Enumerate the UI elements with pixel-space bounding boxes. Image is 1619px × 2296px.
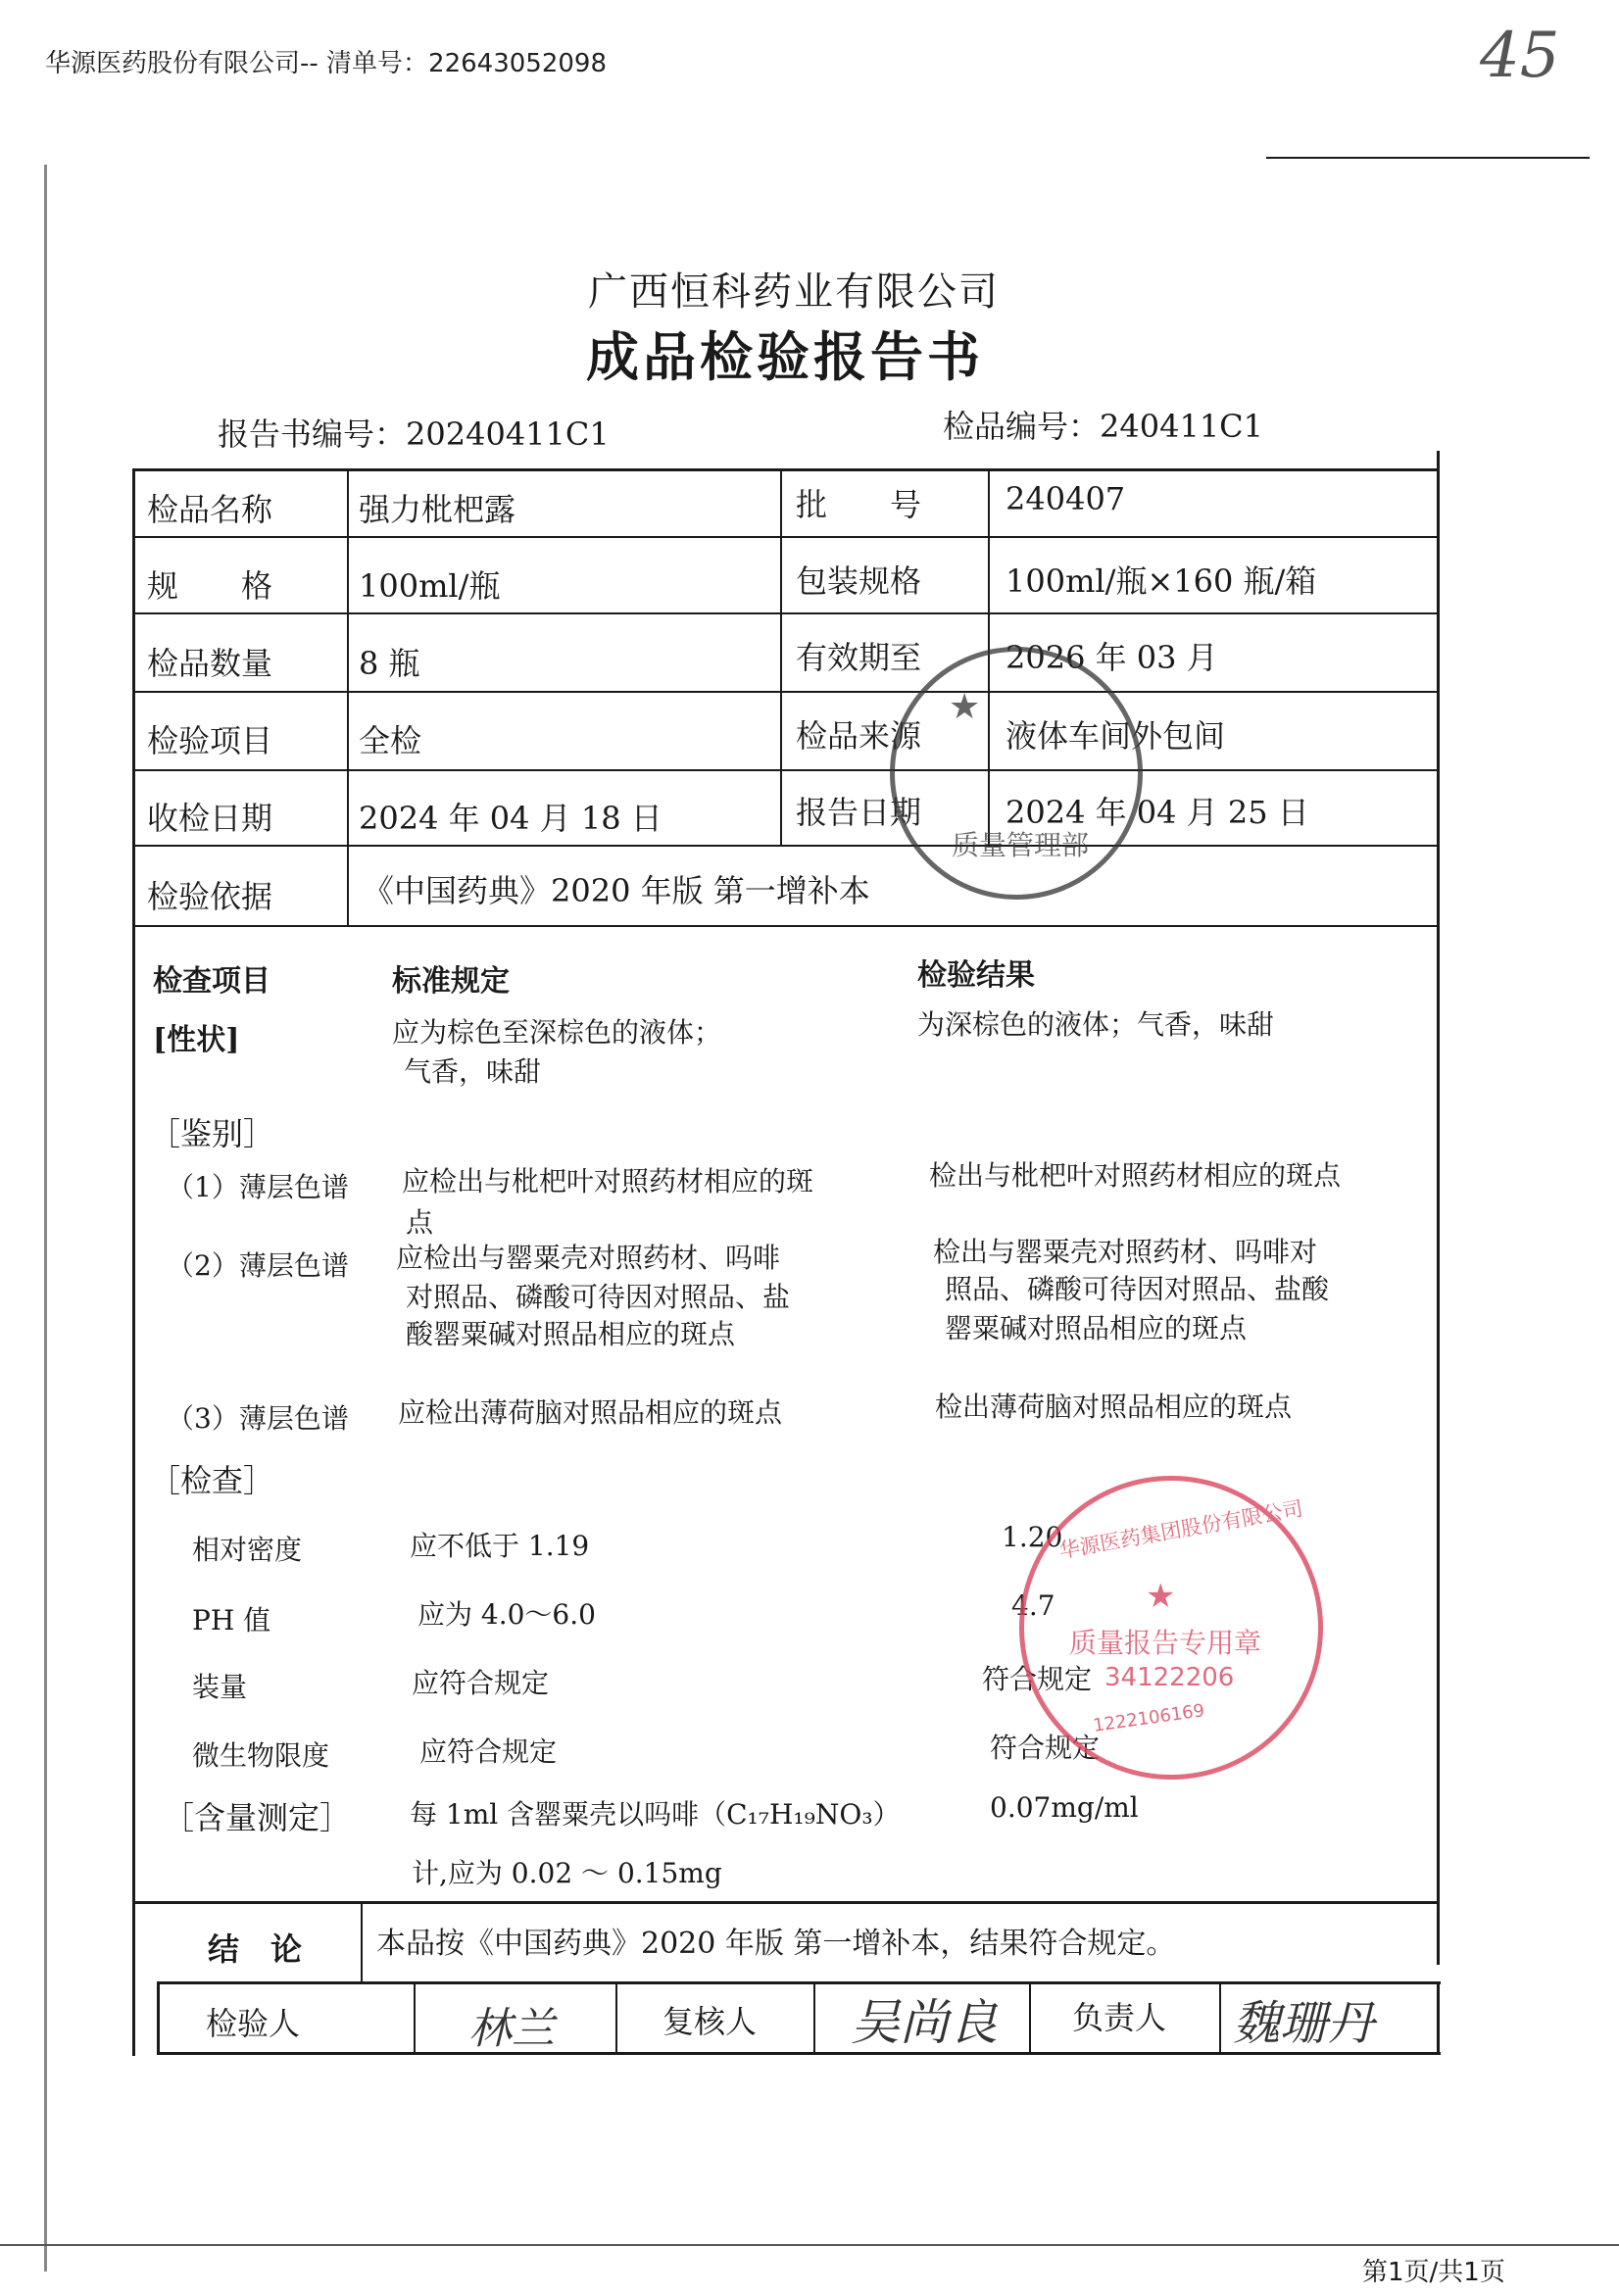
label-basis: 检验依据 (147, 878, 273, 915)
sig-col-line (1219, 1981, 1221, 2052)
res-fill-volume: 符合规定 (982, 1663, 1093, 1695)
label-sample-name: 检品名称 (147, 491, 273, 528)
std-jianbie-1b: 点 (406, 1206, 434, 1239)
label-quantity: 检品数量 (147, 645, 273, 682)
table-top-border (132, 468, 1440, 471)
section-assay: ［含量测定］ (163, 1799, 352, 1836)
qc-stamp-text: 质量管理部 (952, 829, 1090, 861)
item-xingzhuang: [性状] (153, 1023, 240, 1057)
res-jianbie-2a: 检出与罂粟壳对照药材、吗啡对 (933, 1236, 1318, 1268)
label-spec: 规 格 (147, 567, 273, 605)
item-jianbie-3: （3）薄层色谱 (167, 1402, 349, 1435)
std-jianbie-1a: 应检出与枇杷叶对照药材相应的斑 (402, 1165, 814, 1197)
conclusion-col-line (361, 1901, 363, 1983)
std-density: 应不低于 1.19 (410, 1530, 590, 1562)
report-title: 成品检验报告书 (586, 325, 984, 388)
row-line (132, 612, 1440, 614)
quality-report-red-stamp (1019, 1476, 1323, 1780)
red-stamp-company: 华源医药集团股份有限公司 (1057, 1496, 1305, 1563)
conclusion-top-line (132, 1901, 1440, 1904)
res-jianbie-1: 检出与枇杷叶对照药材相应的斑点 (929, 1159, 1342, 1192)
list-header: 华源医药股份有限公司-- 清单号：22643052098 (45, 49, 607, 78)
value-basis: 《中国药典》2020 年版 第一增补本 (363, 872, 870, 909)
std-microbial: 应符合规定 (419, 1735, 558, 1768)
value-test-items: 全检 (359, 722, 422, 759)
value-sample-source: 液体车间外包间 (1006, 717, 1226, 755)
row-line (132, 769, 1440, 771)
value-report-date: 2024 年 04 月 25 日 (1006, 794, 1309, 831)
row-line (132, 925, 1440, 927)
res-jianbie-3: 检出薄荷脑对照品相应的斑点 (935, 1391, 1293, 1423)
value-package-spec: 100ml/瓶×160 瓶/箱 (1006, 562, 1317, 600)
label-package-spec: 包装规格 (796, 562, 922, 600)
red-stamp-star: ★ (1146, 1577, 1176, 1616)
results-header-result: 检验结果 (917, 958, 1035, 993)
sample-no: 240411C1 (1100, 408, 1264, 445)
item-jianbie-1: （1）薄层色谱 (167, 1171, 349, 1203)
res-ph: 4.7 (1011, 1589, 1055, 1622)
res-xingzhuang: 为深棕色的液体；气香，味甜 (917, 1008, 1275, 1041)
col-line (347, 468, 349, 925)
page-number: 第1页/共1页 (1362, 2258, 1505, 2287)
red-stamp-title: 质量报告专用章 (1069, 1627, 1262, 1659)
std-assay-1: 每 1ml 含罂粟壳以吗啡（C₁₇H₁₉NO₃） (410, 1798, 901, 1831)
qc-department-stamp: ★ 质量管理部 (890, 647, 1143, 900)
col-line (780, 468, 782, 847)
left-scan-edge (44, 165, 47, 2272)
sig-col-line (615, 1981, 617, 2052)
std-assay-2: 计,应为 0.02 ～ 0.15mg (412, 1857, 722, 1889)
conclusion-text: 本品按《中国药典》2020 年版 第一增补本，结果符合规定。 (376, 1927, 1176, 1961)
section-jianbie: ［鉴别］ (149, 1115, 275, 1152)
section-jiancha: ［检查］ (149, 1462, 275, 1499)
reviewer-label: 复核人 (662, 2003, 758, 2040)
label-receive-date: 收检日期 (147, 800, 273, 837)
value-spec: 100ml/瓶 (359, 567, 501, 605)
sig-right-line (1437, 1981, 1440, 2052)
report-no: 20240411C1 (406, 415, 610, 453)
res-microbial: 符合规定 (990, 1732, 1101, 1764)
std-fill-volume: 应符合规定 (412, 1667, 550, 1699)
value-quantity: 8 瓶 (359, 645, 420, 682)
label-test-items: 检验项目 (147, 722, 273, 759)
res-density: 1.20 (1002, 1521, 1063, 1553)
sample-no-field (943, 402, 1263, 447)
value-batch-no: 240407 (1006, 480, 1126, 517)
report-no-field (218, 410, 610, 455)
reviewer-signature: 吴尚良 (851, 1994, 998, 2051)
conclusion-label: 结 论 (208, 1930, 303, 1968)
red-stamp-code: 34122206 (1104, 1663, 1235, 1692)
label-batch-no: 批 号 (796, 486, 922, 523)
value-sample-name: 强力枇杷露 (359, 491, 516, 528)
company-name: 广西恒科药业有限公司 (588, 269, 1000, 315)
conclusion-bottom-line (157, 1981, 1441, 1984)
manager-signature: 魏珊丹 (1233, 1996, 1375, 2051)
item-microbial: 微生物限度 (192, 1739, 330, 1772)
manager-label: 负责人 (1072, 1999, 1167, 2036)
value-expiry: 2026 年 03 月 (1006, 639, 1218, 676)
res-assay: 0.07mg/ml (990, 1791, 1139, 1824)
inspector-label: 检验人 (206, 2005, 301, 2042)
std-jianbie-2c: 酸罂粟碱对照品相应的斑点 (406, 1318, 736, 1350)
std-ph: 应为 4.0～6.0 (417, 1598, 596, 1631)
sig-col-line (1029, 1981, 1031, 2052)
table-right-border (1437, 451, 1440, 1965)
results-header-standard: 标准规定 (392, 964, 510, 999)
table-left-border (132, 468, 135, 2056)
label-expiry: 有效期至 (796, 639, 922, 676)
row-line (132, 536, 1440, 538)
inspector-signature: 林兰 (468, 2004, 555, 2054)
item-density: 相对密度 (192, 1534, 303, 1566)
std-xingzhuang-1: 应为棕色至深棕色的液体； (392, 1016, 722, 1049)
sig-col-line (414, 1981, 416, 2052)
value-receive-date: 2024 年 04 月 18 日 (359, 800, 662, 837)
footer-rule (0, 2244, 1619, 2246)
item-fill-volume: 装量 (192, 1671, 248, 1703)
handwritten-note: 45 (1480, 20, 1560, 92)
std-jianbie-2a: 应检出与罂粟壳对照药材、吗啡 (396, 1242, 781, 1274)
std-xingzhuang-2: 气香，味甜 (404, 1055, 542, 1088)
row-line (132, 845, 1440, 847)
row-line (132, 691, 1440, 693)
std-jianbie-2b: 对照品、磷酸可待因对照品、盐 (406, 1281, 791, 1313)
sample-no-label: 检品编号： (943, 408, 1101, 445)
item-ph: PH 值 (192, 1604, 271, 1637)
res-jianbie-2b: 照品、磷酸可待因对照品、盐酸 (945, 1273, 1330, 1305)
std-jianbie-3: 应检出薄荷脑对照品相应的斑点 (398, 1396, 783, 1429)
sig-col-line (813, 1981, 815, 2052)
item-jianbie-2: （2）薄层色谱 (167, 1249, 349, 1282)
sig-left-line (157, 1981, 160, 2052)
label-report-date: 报告日期 (796, 794, 922, 831)
label-sample-source: 检品来源 (796, 717, 922, 755)
red-stamp-code-small: 1222106169 (1092, 1700, 1206, 1736)
top-rule (1266, 157, 1590, 159)
report-no-label: 报告书编号： (218, 415, 407, 453)
res-jianbie-2c: 罂粟碱对照品相应的斑点 (945, 1312, 1248, 1344)
results-header-item: 检查项目 (153, 964, 270, 999)
